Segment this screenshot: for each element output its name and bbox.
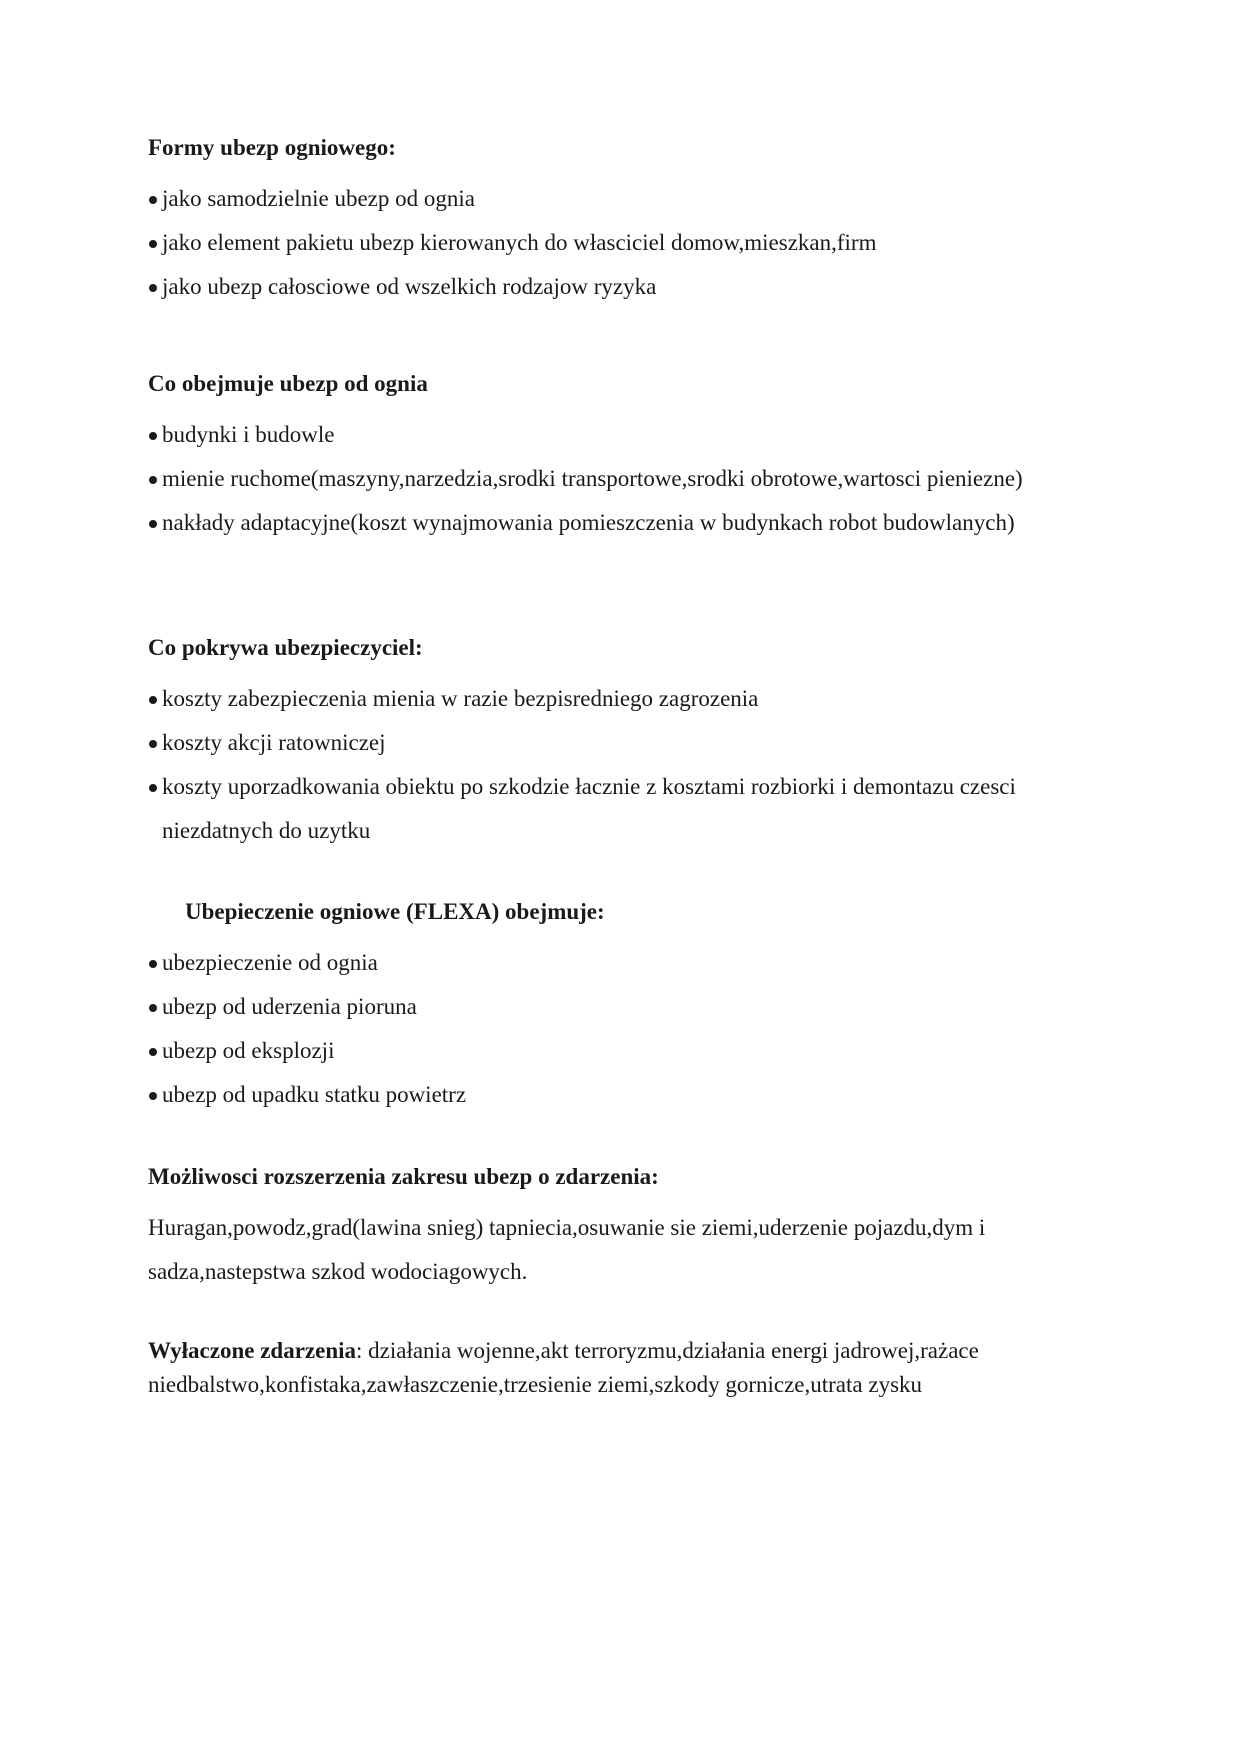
section-heading: Formy ubezp ogniowego: (148, 135, 396, 160)
list-item: budynki i budowle (148, 413, 1108, 457)
paragraph: Huragan,powodz,grad(lawina snieg) tapniecia,osuwanie sie ziemi,uderzenie pojazdu,dym i sadza,nastepstwa szkod wodociagowych. (148, 1215, 986, 1284)
section-exclusions (148, 1334, 1108, 1402)
list-item: koszty uporzadkowania obiektu po szkodzie łacznie z kosztami rozbiorki i demontazu czesci niezdatnych do uzytku (148, 765, 1108, 853)
list-item: ubezp od eksplozji (148, 1029, 1108, 1073)
list-item: ubezp od upadku statku powietrz (148, 1073, 1108, 1117)
section-fire-insurance-coverage (148, 369, 1108, 545)
section-heading: Możliwosci rozszerzenia zakresu ubezp o zdarzenia: (148, 1164, 659, 1189)
bullet-list (148, 677, 1108, 853)
section-heading: Co pokrywa ubezpieczyciel: (148, 635, 423, 660)
bullet-list (148, 941, 1108, 1117)
section-fire-insurance-forms (148, 133, 1108, 309)
list-item: jako samodzielnie ubezp od ognia (148, 177, 1108, 221)
inline-label: Wyłaczone zdarzenia (148, 1338, 357, 1363)
section-extension-options (148, 1162, 1108, 1294)
list-item: koszty akcji ratowniczej (148, 721, 1108, 765)
list-item: nakłady adaptacyjne(koszt wynajmowania pomieszczenia w budynkach robot budowlanych) (148, 501, 1108, 545)
list-item: jako ubezp całosciowe od wszelkich rodzajow ryzyka (148, 265, 1108, 309)
paragraph-text: : działania wojenne,akt terroryzmu,działania energi jadrowej,rażace niedbalstwo,konfistaka,zawłaszczenie,trzesienie ziemi,szkody gornicze,utrata zysku (148, 1338, 979, 1397)
section-flexa (148, 897, 1108, 1117)
paragraph (148, 1334, 1108, 1402)
list-item: mienie ruchome(maszyny,narzedzia,srodki transportowe,srodki obrotowe,wartosci pieniezne) (148, 457, 1108, 501)
bullet-list (148, 177, 1108, 309)
list-item: koszty zabezpieczenia mienia w razie bezpisredniego zagrozenia (148, 677, 1108, 721)
bullet-list (148, 413, 1108, 545)
list-item: ubezpieczenie od ognia (148, 941, 1108, 985)
section-heading: Co obejmuje ubezp od ognia (148, 371, 428, 396)
list-item: jako element pakietu ubezp kierowanych do własciciel domow,mieszkan,firm (148, 221, 1108, 265)
section-insurer-covers (148, 633, 1108, 853)
list-item: ubezp od uderzenia pioruna (148, 985, 1108, 1029)
section-heading: Ubepieczenie ogniowe (FLEXA) obejmuje: (185, 899, 605, 924)
